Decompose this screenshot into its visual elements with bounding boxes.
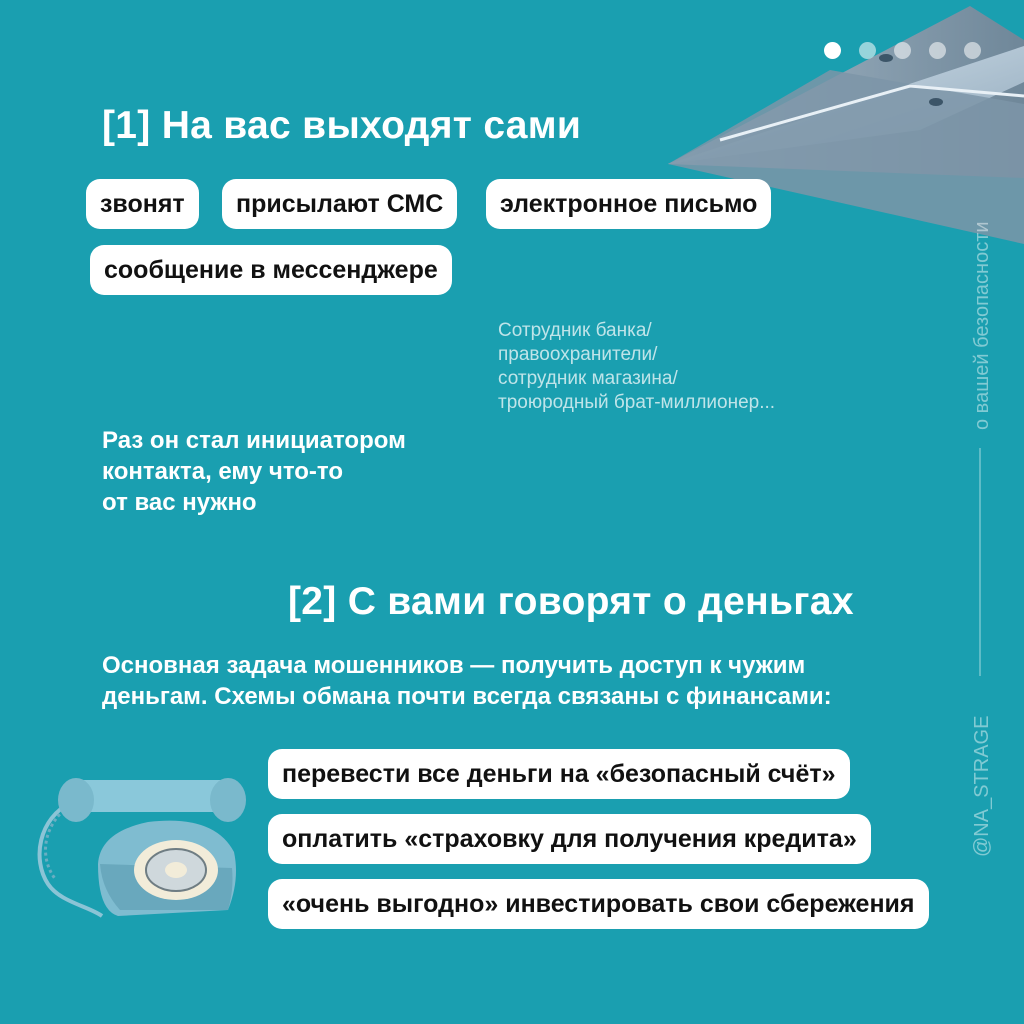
lead-line: Раз он стал инициатором <box>102 427 406 454</box>
scheme-chip-safe-account: перевести все деньги на «безопасный счёт» <box>268 749 850 799</box>
intro-line: Основная задача мошенников — получить доступ к чужим <box>102 652 806 679</box>
impersonators-note <box>498 319 858 415</box>
channel-chip-email: электронное письмо <box>486 179 771 229</box>
pager-dots <box>824 42 981 59</box>
channel-chip-sms: присылают СМС <box>222 179 457 229</box>
lead-line: контакта, ему что-то <box>102 458 344 485</box>
section1-title: [1] На вас выходят сами <box>102 104 582 147</box>
tagline-text: о вашей безопасности <box>971 221 993 430</box>
pager-dot-3[interactable] <box>894 42 911 59</box>
scheme-chip-insurance: оплатить «страховку для получения кредита» <box>268 814 871 864</box>
section2-intro <box>102 650 942 712</box>
side-caption <box>970 0 994 1024</box>
channel-chip-messenger: сообщение в мессенджере <box>90 245 452 295</box>
channel-chip-calls: звонят <box>86 179 199 229</box>
scheme-chip-investment: «очень выгодно» инвестировать свои сбережения <box>268 879 929 929</box>
note-line: Сотрудник банка/ <box>498 320 652 341</box>
rotary-phone-icon <box>28 760 258 930</box>
lead-line: от вас нужно <box>102 489 257 516</box>
pager-dot-4[interactable] <box>929 42 946 59</box>
pager-dot-2[interactable] <box>859 42 876 59</box>
handle-text: @NA_STRAGE <box>971 715 993 857</box>
intro-line: деньгам. Схемы обмана почти всегда связаны с финансами: <box>102 683 832 710</box>
note-line: троюродный брат-миллионер... <box>498 392 776 413</box>
pager-dot-5[interactable] <box>964 42 981 59</box>
initiator-lead <box>102 425 462 518</box>
section2-title: [2] С вами говорят о деньгах <box>288 580 854 623</box>
note-line: правоохранители/ <box>498 344 658 365</box>
pager-dot-1[interactable] <box>824 42 841 59</box>
note-line: сотрудник магазина/ <box>498 368 678 389</box>
